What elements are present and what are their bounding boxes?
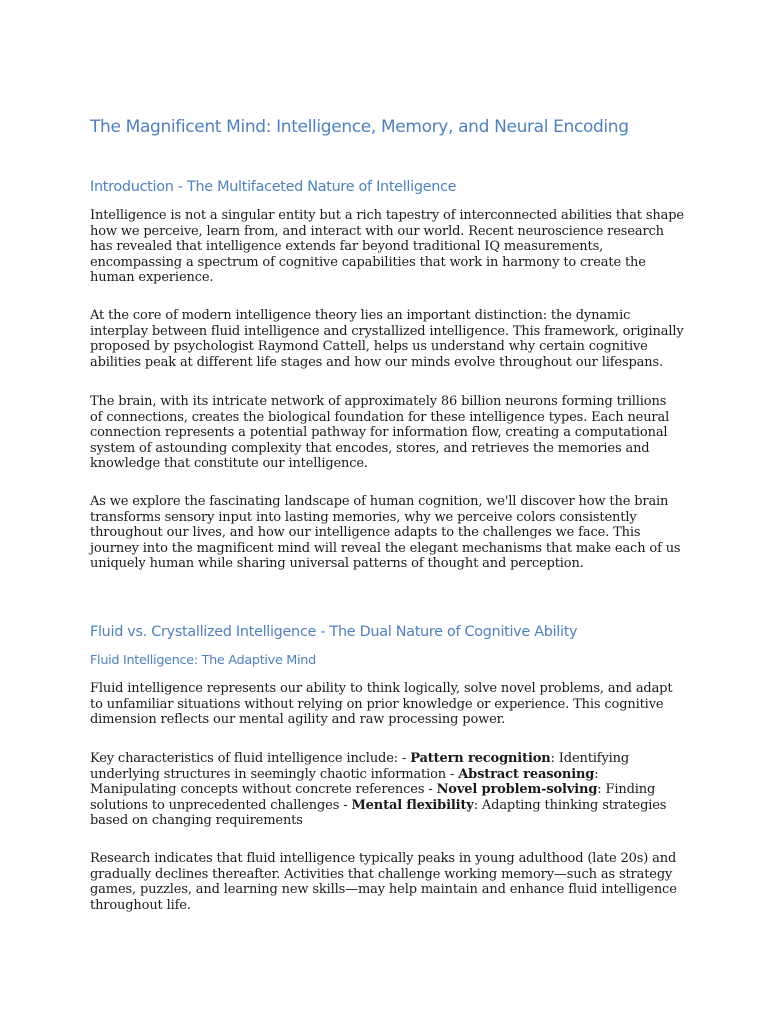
document-title: The Magnificent Mind: Intelligence, Memory, and Neural Encoding [90,117,629,137]
text-line: At the core of modern intelligence theory lies an important distinction: the dynamic [90,308,631,323]
text-line: to unfamiliar situations without relying on prior knowledge or experience. This cognitive [90,696,664,712]
text-run: solutions to unprecedented challenges - [90,797,352,813]
text-line [90,782,682,798]
text-line: dimension reflects our mental agility and raw processing power. [90,712,506,728]
text-line [90,767,682,783]
text-run: underlying structures in seemingly chaotic information - [90,766,459,782]
text-line: throughout life. [90,897,191,913]
text-line: The brain, with its intricate network of approximately 86 billion neurons forming trillions [90,394,667,409]
text-run: : Identifying [550,751,630,766]
text-run: : Finding [597,782,656,798]
intro-paragraph-4 [90,494,682,572]
term-novel-problem-solving: Novel problem-solving [436,782,598,798]
text-run: Key characteristics of fluid intelligence include: - [90,751,411,766]
text-line: interplay between fluid intelligence and crystallized intelligence. This framework, originally [90,323,684,339]
text-line: throughout our lives, and how our intelligence adapts to the challenges we face. This [90,525,641,541]
fluid-paragraph-1 [90,681,682,728]
text-line: games, puzzles, and learning new skills—may help maintain and enhance fluid intelligence [90,882,677,898]
text-line: As we explore the fascinating landscape of human cognition, we'll discover how the brain [90,494,669,509]
fluid-intelligence-subheading: Fluid Intelligence: The Adaptive Mind [90,653,316,668]
text-line: transforms sensory input into lasting memories, why we perceive colors consistently [90,509,637,525]
text-line: system of astounding complexity that encodes, stores, and retrieves the memories and [90,440,650,456]
intro-heading: Introduction - The Multifaceted Nature of Intelligence [90,179,457,195]
text-line: Research indicates that fluid intelligence typically peaks in young adulthood (late 20s) and [90,851,677,866]
text-line: human experience. [90,270,214,286]
fluid-characteristics-paragraph [90,751,682,829]
intro-paragraph-2 [90,308,682,370]
text-line: journey into the magnificent mind will reveal the elegant mechanisms that make each of us [90,540,681,556]
fluid-vs-crystallized-heading: Fluid vs. Crystallized Intelligence - The Dual Nature of Cognitive Ability [90,624,578,640]
term-abstract-reasoning: Abstract reasoning [458,766,595,782]
text-line: based on changing requirements [90,813,303,829]
text-run: Manipulating concepts without concrete references - [90,782,437,798]
text-line: has revealed that intelligence extends far beyond traditional IQ measurements, [90,239,604,255]
text-line [90,751,682,767]
term-pattern-recognition: Pattern recognition [410,751,551,766]
text-line: abilities peak at different life stages and how our minds evolve throughout our lifespans. [90,354,663,370]
text-line: proposed by psychologist Raymond Cattell, helps us understand why certain cognitive [90,339,648,355]
text-line: connection represents a potential pathway for information flow, creating a computational [90,425,668,441]
text-line: of connections, creates the biological foundation for these intelligence types. Each neural [90,409,670,425]
text-line: gradually declines thereafter. Activities that challenge working memory—such as strategy [90,866,673,882]
text-line: Intelligence is not a singular entity but a rich tapestry of interconnected abilities that shape [90,208,684,223]
text-line [90,798,682,814]
intro-paragraph-1 [90,208,682,286]
fluid-paragraph-3 [90,851,682,913]
text-line: knowledge that constitute our intelligence. [90,456,368,472]
intro-paragraph-3 [90,394,682,472]
text-run: : [594,766,599,782]
text-line: uniquely human while sharing universal patterns of thought and perception. [90,556,584,572]
text-run: : Adapting thinking strategies [473,797,667,813]
term-mental-flexibility: Mental flexibility [351,797,474,813]
text-line: how we perceive, learn from, and interact with our world. Recent neuroscience research [90,223,664,239]
text-line: encompassing a spectrum of cognitive capabilities that work in harmony to create the [90,254,646,270]
text-line: Fluid intelligence represents our ability to think logically, solve novel problems, and adapt [90,681,673,696]
